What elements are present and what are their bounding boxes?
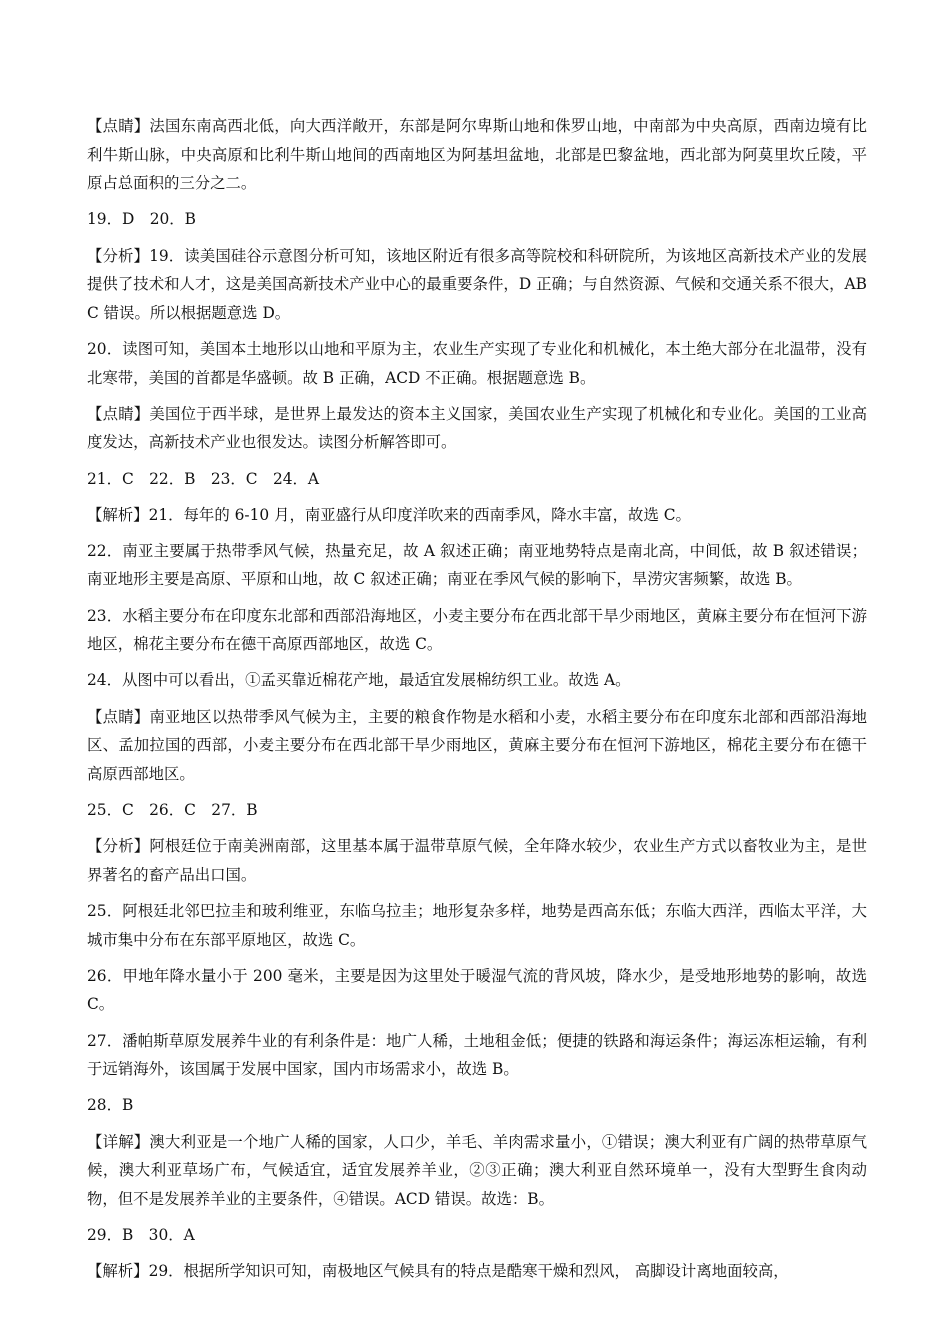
paragraph-23: 23．水稻主要分布在印度东北部和西部沿海地区，小麦主要分布在西北部干旱少雨地区，黄麻主要分布在恒河下游地区，棉花主要分布在德干高原西部地区，故选 C。 bbox=[87, 606, 867, 654]
paragraph-jiexi-29: 【解析】29．根据所学知识可知，南极地区气候具有的特点是酷寒干燥和烈风， 高脚设计离地面较高， bbox=[87, 1262, 789, 1281]
paragraph-25: 25．阿根廷北邻巴拉圭和玻利维亚，东临乌拉圭；地形复杂多样，地势是西高东低；东临大西洋，西临太平洋，大城市集中分布在东部平原地区，故选 C。 bbox=[87, 901, 867, 949]
paragraph-27: 27．潘帕斯草原发展养牛业的有利条件是：地广人稀，土地租金低；便捷的铁路和海运条件；海运冻柜运输，有利于远销海外，该国属于发展中国家，国内市场需求小，故选 B。 bbox=[87, 1031, 867, 1079]
answer-key-19-20: 19．D 20．B bbox=[87, 210, 196, 229]
paragraph-26: 26．甲地年降水量小于 200 毫米，主要是因为这里处于暖湿气流的背风坡，降水少，是受地形地势的影响，故选 C。 bbox=[87, 966, 867, 1014]
paragraph-dianjing-south-asia: 【点睛】南亚地区以热带季风气候为主，主要的粮食作物是水稻和小麦，水稻主要分布在印度东北部和西部沿海地区、孟加拉国的西部，小麦主要分布在西北部干旱少雨地区，黄麻主要分布在恒河下游地区，棉花主要分布在德干高原西部地区。 bbox=[87, 707, 867, 783]
paragraph-dianjing-france: 【点睛】法国东南高西北低，向大西洋敞开，东部是阿尔卑斯山地和侏罗山地，中南部为中央高原，西南边境有比利牛斯山脉，中央高原和比利牛斯山地间的西南地区为阿基坦盆地，北部是巴黎盆地，西北部为阿莫里坎丘陵，平原占总面积的三分之二。 bbox=[87, 117, 867, 193]
paragraph-22: 22．南亚主要属于热带季风气候，热量充足，故 A 叙述正确；南亚地势特点是南北高，中间低，故 B 叙述错误；南亚地形主要是高原、平原和山地，故 C 叙述正确；南亚在季风气候的影响下，旱涝灾害频繁，故选 B。 bbox=[87, 541, 867, 589]
paragraph-xiangjie-28: 【详解】澳大利亚是一个地广人稀的国家，人口少，羊毛、羊肉需求量小，①错误；澳大利亚有广阔的热带草原气候，澳大利亚草场广布，气候适宜，适宜发展养羊业，②③正确；澳大利亚自然环境单一，没有大型野生食肉动物，但不是发展养羊业的主要条件，④错误。ACD 错误。故选：B。 bbox=[87, 1132, 867, 1208]
paragraph-dianjing-usa: 【点睛】美国位于西半球，是世界上最发达的资本主义国家，美国农业生产实现了机械化和专业化。美国的工业高度发达，高新技术产业也很发达。读图分析解答即可。 bbox=[87, 404, 867, 452]
answer-key-29-30: 29．B 30．A bbox=[87, 1225, 195, 1244]
paragraph-24: 24．从图中可以看出，①孟买靠近棉花产地，最适宜发展棉纺织工业。故选 A。 bbox=[87, 671, 631, 690]
document-page bbox=[87, 112, 867, 1293]
answer-key-21-24: 21．C 22．B 23．C 24．A bbox=[87, 469, 320, 488]
answer-key-28: 28．B bbox=[87, 1096, 134, 1115]
paragraph-fenxi-argentina: 【分析】阿根廷位于南美洲南部，这里基本属于温带草原气候，全年降水较少，农业生产方式以畜牧业为主，是世界著名的畜产品出口国。 bbox=[87, 837, 867, 884]
paragraph-20: 20．读图可知，美国本土地形以山地和平原为主，农业生产实现了专业化和机械化，本土绝大部分在北温带，没有北寒带，美国的首都是华盛顿。故 B 正确，ACD 不正确。根据题意选 B。 bbox=[87, 339, 867, 387]
paragraph-jiexi-21: 【解析】21．每年的 6-10 月，南亚盛行从印度洋吹来的西南季风，降水丰富，故选 C。 bbox=[87, 505, 691, 524]
paragraph-fenxi-19: 【分析】19．读美国硅谷示意图分析可知，该地区附近有很多高等院校和科研院所，为该地区高新技术产业的发展提供了技术和人才，这是美国高新技术产业中心的最重要条件，D 正确；与自然资源、气候和交通关系不很大，ABC 错误。所以根据题意选 D。 bbox=[87, 246, 867, 322]
answer-key-25-27: 25．C 26．C 27．B bbox=[87, 801, 258, 819]
